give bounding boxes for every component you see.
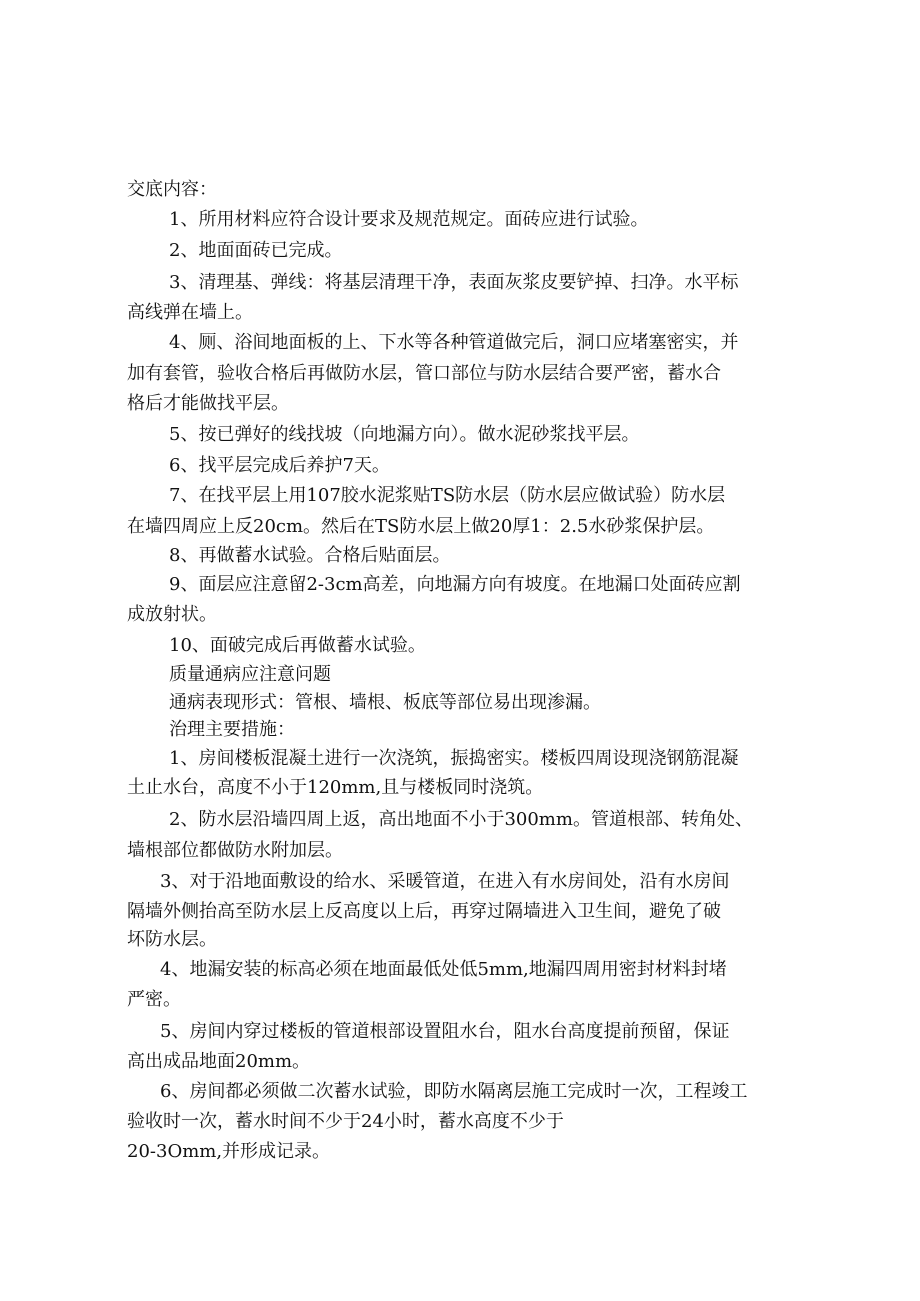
text-line: 通病表现形式：管根、墙根、板底等部位易出现渗漏。 xyxy=(169,692,601,713)
text-line: 1、所用材料应符合设计要求及规范规定。面砖应进行试验。 xyxy=(169,209,649,230)
text-line: 高出成品地面20mm。 xyxy=(127,1051,311,1072)
text-line: 坏防水层。 xyxy=(127,929,217,950)
text-line: 高线弹在墙上。 xyxy=(127,302,253,323)
text-line: 10、面破完成后再做蓄水试验。 xyxy=(169,635,426,656)
text-line: 5、按已弹好的线找坡（向地漏方向）。做水泥砂浆找平层。 xyxy=(169,424,640,445)
text-line: 20-3Omm,并形成记录。 xyxy=(127,1141,331,1162)
text-line: 6、找平层完成后养护7天。 xyxy=(169,455,390,476)
text-line: 格后才能做找平层。 xyxy=(127,393,289,414)
text-line: 9、面层应注意留2-3cm高差，向地漏方向有坡度。在地漏口处面砖应割 xyxy=(169,574,741,595)
section-title: 治理主要措施： xyxy=(169,719,295,740)
text-line: 6、房间都必须做二次蓄水试验，即防水隔离层施工完成时一次，工程竣工 xyxy=(160,1081,748,1102)
text-line: 隔墙外侧抬高至防水层上反高度以上后，再穿过隔墙进入卫生间，避免了破 xyxy=(127,901,721,922)
text-line: 严密。 xyxy=(127,989,181,1010)
text-line: 成放射状。 xyxy=(127,604,217,625)
text-line: 验收时一次，蓄水时间不少于24小时，蓄水高度不少于 xyxy=(127,1111,564,1132)
text-line: 墙根部位都做防水附加层。 xyxy=(127,840,343,861)
text-line: 5、房间内穿过楼板的管道根部设置阻水台，阻水台高度提前预留，保证 xyxy=(160,1021,730,1042)
text-line: 4、厕、浴间地面板的上、下水等各种管道做完后，洞口应堵塞密实，并 xyxy=(169,332,739,353)
text-line: 2、地面面砖已完成。 xyxy=(169,240,343,261)
heading-intro: 交底内容： xyxy=(127,179,217,200)
text-line: 4、地漏安装的标高必须在地面最低处低5mm,地漏四周用密封材料封堵 xyxy=(160,959,727,980)
text-line: 1、房间楼板混凝土进行一次浇筑，振捣密实。楼板四周设现浇钢筋混凝 xyxy=(169,748,739,769)
section-title: 质量通病应注意问题 xyxy=(169,664,331,685)
text-line: 3、清理基、弹线：将基层清理干净，表面灰浆皮要铲掉、扫净。水平标 xyxy=(169,272,739,293)
text-line: 8、再做蓄水试验。合格后贴面层。 xyxy=(169,545,451,566)
text-line: 土止水台，高度不小于120mm,且与楼板同时浇筑。 xyxy=(127,777,544,798)
text-line: 7、在找平层上用107胶水泥浆贴TS防水层（防水层应做试验）防水层 xyxy=(169,485,726,506)
text-line: 3、对于沿地面敷设的给水、采暖管道，在进入有水房间处，沿有水房间 xyxy=(160,871,730,892)
text-line: 2、防水层沿墙四周上返，高出地面不小于300mm。管道根部、转角处、 xyxy=(169,809,753,830)
text-line: 加有套管，验收合格后再做防水层，管口部位与防水层结合要严密，蓄水合 xyxy=(127,363,721,384)
text-line: 在墙四周应上反20cm。然后在TS防水层上做20厚1：2.5水砂浆保护层。 xyxy=(127,516,715,537)
